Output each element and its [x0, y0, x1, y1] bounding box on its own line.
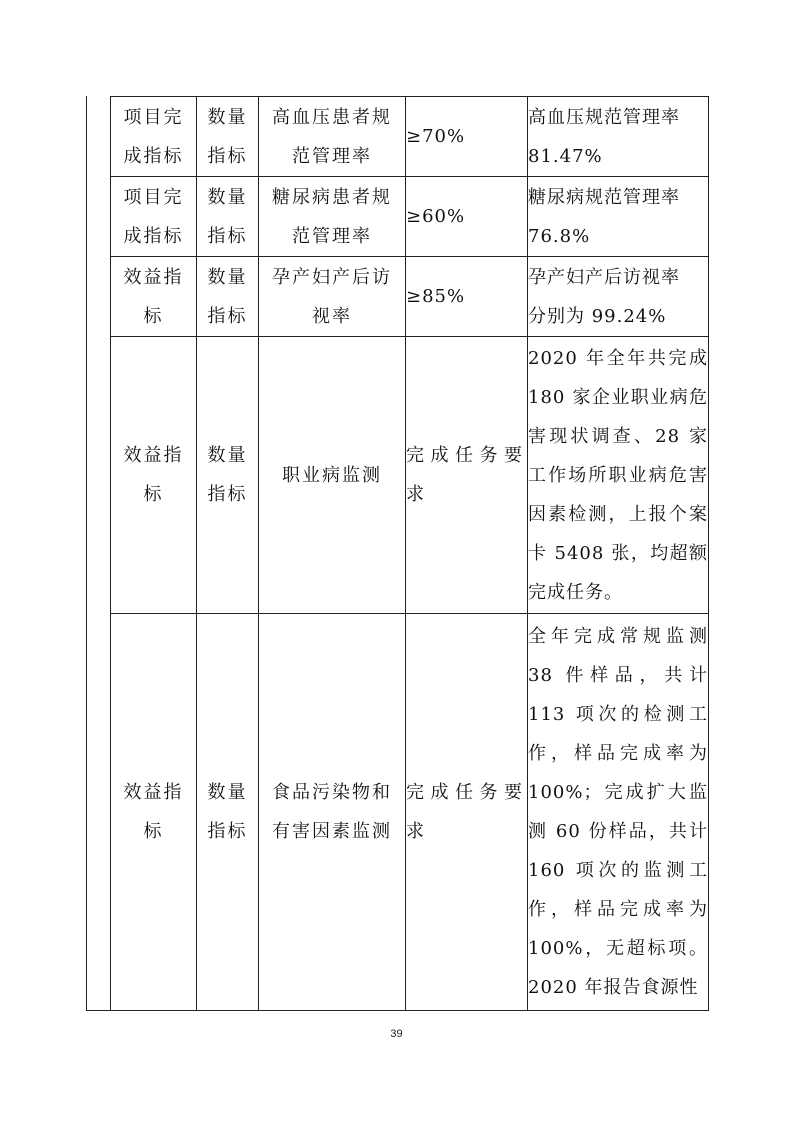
table-row	[111, 337, 709, 614]
level2-indicator-cell: 数量 指标	[197, 177, 259, 257]
target-value-cell: ≥60%	[406, 177, 528, 257]
indicator-name-cell: 孕产妇产后访 视率	[259, 257, 406, 337]
outer-table-column	[86, 96, 110, 1011]
table-row	[111, 257, 709, 337]
actual-result-cell: 2020 年全年共完成 180 家企业职业病危害现状调查、28 家工作场所职业病危害因素检测，上报个案卡 5408 张，均超额完成任务。	[528, 337, 709, 614]
level2-indicator-cell: 数量 指标	[197, 337, 259, 614]
level2-indicator-cell: 数量 指标	[197, 257, 259, 337]
page-number: 39	[390, 1028, 403, 1040]
table-row	[111, 97, 709, 177]
actual-result-cell: 全年完成常规监测 38 件样品，共计 113 项次的检测工作，样品完成率为 100%；完成扩大监测 60 份样品，共计 160 项次的监测工作，样品完成率为 100%，无超标项。2020 年报告食源性	[528, 614, 709, 1011]
actual-result-cell: 孕产妇产后访视率 分别为 99.24%	[528, 257, 709, 337]
table-row	[111, 614, 709, 1011]
target-value-cell: ≥70%	[406, 97, 528, 177]
performance-indicator-table	[110, 96, 709, 1011]
level1-indicator-cell: 效益指 标	[111, 257, 197, 337]
actual-result-cell: 高血压规范管理率 81.47%	[528, 97, 709, 177]
target-value-cell: 完成任务要求	[406, 337, 528, 614]
indicator-name-cell: 职业病监测	[259, 337, 406, 614]
target-value-cell: 完成任务要求	[406, 614, 528, 1011]
indicator-name-cell: 食品污染物和 有害因素监测	[259, 614, 406, 1011]
actual-result-cell: 糖尿病规范管理率 76.8%	[528, 177, 709, 257]
level2-indicator-cell: 数量 指标	[197, 614, 259, 1011]
level1-indicator-cell: 项目完 成指标	[111, 97, 197, 177]
indicator-name-cell: 糖尿病患者规 范管理率	[259, 177, 406, 257]
level2-indicator-cell: 数量 指标	[197, 97, 259, 177]
level1-indicator-cell: 效益指 标	[111, 337, 197, 614]
level1-indicator-cell: 效益指 标	[111, 614, 197, 1011]
table-row	[111, 177, 709, 257]
level1-indicator-cell: 项目完 成指标	[111, 177, 197, 257]
indicator-name-cell: 高血压患者规 范管理率	[259, 97, 406, 177]
target-value-cell: ≥85%	[406, 257, 528, 337]
